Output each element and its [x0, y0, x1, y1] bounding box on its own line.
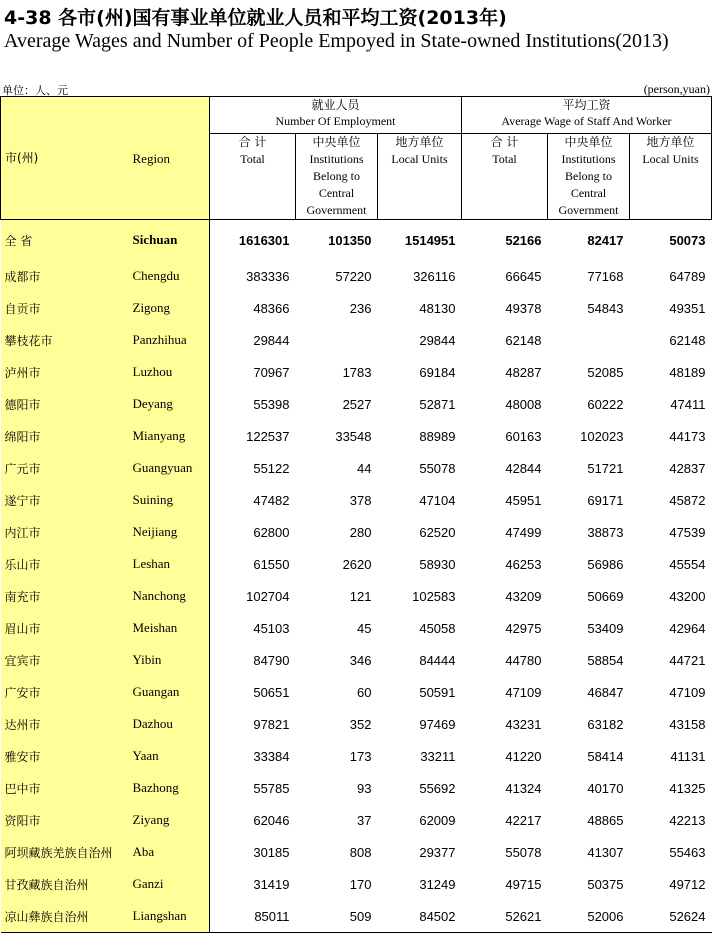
header-emp-local-en: Local Units [391, 152, 448, 166]
cell-region-en: Ziyang [133, 804, 210, 836]
header-emp-local-cn: 地方单位 [395, 135, 444, 149]
cell-value: 326116 [413, 268, 456, 284]
cell-value: 1616301 [238, 232, 290, 248]
cell-region-en: Dazhou [133, 708, 210, 740]
table-row [1, 292, 712, 324]
table-row [1, 772, 712, 804]
header-wage-central [548, 134, 630, 220]
cell-value: 97821 [253, 716, 290, 732]
cell-value: 346 [349, 652, 372, 668]
table-row [1, 484, 712, 516]
cell-value: 808 [349, 844, 372, 860]
cell-value: 45554 [669, 556, 706, 572]
cell-value: 45 [357, 620, 372, 636]
header-wage-central-en: Institutions Belong to Central Government [558, 152, 619, 217]
cell-value: 84444 [419, 652, 456, 668]
cell-value: 383336 [246, 268, 290, 284]
cell-value: 47104 [419, 492, 456, 508]
cell-value: 55463 [669, 844, 706, 860]
cell-region-en: Luzhou [133, 356, 210, 388]
cell-value: 61550 [253, 556, 290, 572]
cell-region-en: Zigong [133, 292, 210, 324]
cell-value: 45951 [505, 492, 542, 508]
cell-value: 43158 [669, 716, 706, 732]
cell-value: 49378 [505, 300, 542, 316]
cell-value: 60 [357, 684, 372, 700]
cell-value: 47411 [670, 396, 706, 412]
cell-value: 33548 [335, 428, 372, 444]
cell-value: 50073 [669, 232, 706, 248]
table-header [1, 97, 712, 220]
header-wage-cn: 平均工资 [562, 98, 611, 112]
cell-city-cn: 绵阳市 [1, 420, 133, 452]
cell-region-en: Guangan [133, 676, 210, 708]
table-row [1, 900, 712, 933]
cell-region-en: Yaan [133, 740, 210, 772]
cell-region-en: Aba [133, 836, 210, 868]
cell-region-en: Neijiang [133, 516, 210, 548]
cell-value: 42837 [669, 460, 706, 476]
cell-city-cn: 乐山市 [1, 548, 133, 580]
cell-value: 41307 [587, 844, 624, 860]
cell-city-cn: 凉山彝族自治州 [1, 900, 133, 933]
cell-value: 102023 [580, 428, 624, 444]
cell-value: 43231 [505, 716, 542, 732]
cell-value: 50375 [587, 876, 624, 892]
cell-region-en: Guangyuan [133, 452, 210, 484]
cell-value: 63182 [587, 716, 624, 732]
cell-value: 64789 [669, 268, 706, 284]
cell-value: 378 [349, 492, 372, 508]
cell-city-cn: 甘孜藏族自治州 [1, 868, 133, 900]
cell-value: 53409 [587, 620, 624, 636]
cell-value: 48008 [505, 396, 542, 412]
cell-city-cn: 广元市 [1, 452, 133, 484]
cell-value: 55785 [253, 780, 290, 796]
cell-value: 40170 [587, 780, 624, 796]
cell-region-en: Leshan [133, 548, 210, 580]
cell-city-cn: 宜宾市 [1, 644, 133, 676]
cell-value: 52621 [462, 900, 548, 933]
table-body [1, 220, 712, 933]
cell-value: 42217 [505, 812, 542, 828]
cell-value: 55122 [253, 460, 290, 476]
header-wage-local-en: Local Units [642, 152, 699, 166]
cell-value: 30185 [253, 844, 290, 860]
cell-value: 48130 [419, 300, 456, 316]
cell-value: 41220 [505, 748, 542, 764]
page-title-en: Average Wages and Number of People Empoyed in State-owned Institutions(2013) [4, 30, 669, 52]
cell-value: 173 [349, 748, 372, 764]
cell-region-en: Meishan [133, 612, 210, 644]
cell-value: 2527 [342, 396, 372, 412]
table-row [1, 260, 712, 292]
cell-city-cn: 全 省 [1, 220, 133, 261]
cell-value: 49351 [669, 300, 706, 316]
cell-value: 66645 [505, 268, 542, 284]
table-row [1, 580, 712, 612]
cell-value: 44721 [669, 652, 706, 668]
cell-value: 58414 [587, 748, 624, 764]
cell-value: 57220 [335, 268, 372, 284]
table-row [1, 804, 712, 836]
header-emp-total-en: Total [240, 152, 265, 166]
cell-value: 31419 [253, 876, 290, 892]
cell-region-en: Chengdu [133, 260, 210, 292]
header-employment-cn: 就业人员 [311, 98, 360, 112]
cell-value: 44 [357, 460, 372, 476]
cell-region-en: Yibin [133, 644, 210, 676]
header-wage-en: Average Wage of Staff And Worker [501, 114, 672, 128]
cell-value [296, 324, 378, 356]
header-emp-central-cn: 中央单位 [312, 135, 361, 149]
cell-value: 45103 [253, 620, 290, 636]
table-row [1, 548, 712, 580]
cell-value [548, 324, 630, 356]
cell-value: 2620 [342, 556, 372, 572]
header-employment-en: Number Of Employment [275, 114, 396, 128]
cell-value: 60222 [587, 396, 624, 412]
cell-value: 60163 [505, 428, 542, 444]
cell-value: 41325 [669, 780, 706, 796]
cell-city-cn: 成都市 [1, 260, 133, 292]
cell-city-cn: 自贡市 [1, 292, 133, 324]
cell-value: 70967 [253, 364, 290, 380]
table-row [1, 324, 712, 356]
table-row [1, 676, 712, 708]
cell-value: 82417 [587, 232, 624, 248]
cell-value: 97469 [419, 716, 456, 732]
header-emp-central [296, 134, 378, 220]
table-row [1, 612, 712, 644]
cell-value: 33384 [253, 748, 290, 764]
cell-value: 47482 [253, 492, 290, 508]
cell-value: 52166 [505, 232, 542, 248]
cell-city-cn: 阿坝藏族羌族自治州 [1, 836, 133, 868]
cell-value: 52871 [419, 396, 456, 412]
cell-value: 62148 [669, 332, 706, 348]
header-wage-total-en: Total [492, 152, 517, 166]
cell-value: 55078 [505, 844, 542, 860]
cell-city-cn: 遂宁市 [1, 484, 133, 516]
table-row [1, 452, 712, 484]
cell-value: 62009 [419, 812, 456, 828]
cell-value: 49715 [505, 876, 542, 892]
cell-value: 84502 [378, 900, 462, 933]
cell-region-en: Panzhihua [133, 324, 210, 356]
cell-value: 29844 [253, 332, 290, 348]
cell-value: 62520 [419, 524, 456, 540]
table-row [1, 868, 712, 900]
cell-value: 85011 [210, 900, 296, 933]
cell-value: 48865 [587, 812, 624, 828]
cell-region-en: Ganzi [133, 868, 210, 900]
cell-value: 45872 [669, 492, 706, 508]
cell-value: 121 [349, 588, 372, 604]
cell-value: 509 [296, 900, 378, 933]
cell-city-cn: 泸州市 [1, 356, 133, 388]
cell-value: 50651 [253, 684, 290, 700]
table-row [1, 356, 712, 388]
header-emp-total-cn: 合 计 [238, 135, 267, 149]
cell-value: 52624 [630, 900, 712, 933]
cell-value: 47109 [505, 684, 542, 700]
cell-value: 41324 [505, 780, 542, 796]
table-row [1, 708, 712, 740]
cell-value: 170 [349, 876, 372, 892]
cell-value: 49712 [669, 876, 706, 892]
header-emp-local [378, 134, 462, 220]
cell-city-cn: 内江市 [1, 516, 133, 548]
cell-value: 42964 [669, 620, 706, 636]
table-row [1, 836, 712, 868]
cell-value: 52006 [548, 900, 630, 933]
cell-city-cn: 德阳市 [1, 388, 133, 420]
cell-value: 42975 [505, 620, 542, 636]
header-emp-central-en: Institutions Belong to Central Government [306, 152, 367, 217]
header-wage-group [462, 97, 712, 134]
cell-value: 88989 [419, 428, 456, 444]
cell-value: 41131 [670, 748, 706, 764]
cell-value: 1783 [342, 364, 372, 380]
cell-value: 48287 [505, 364, 542, 380]
cell-value: 56986 [587, 556, 624, 572]
cell-city-cn: 南充市 [1, 580, 133, 612]
cell-value: 44173 [669, 428, 706, 444]
unit-label-en: (person,yuan) [643, 82, 710, 96]
cell-value: 352 [349, 716, 372, 732]
cell-value: 42844 [505, 460, 542, 476]
cell-value: 101350 [328, 232, 372, 248]
cell-value: 42213 [669, 812, 706, 828]
cell-region-en: Mianyang [133, 420, 210, 452]
cell-value: 236 [349, 300, 372, 316]
cell-value: 62046 [253, 812, 290, 828]
cell-value: 102583 [412, 588, 456, 604]
header-wage-local [630, 134, 712, 220]
cell-value: 38873 [587, 524, 624, 540]
cell-value: 37 [357, 812, 372, 828]
header-employment-group [210, 97, 462, 134]
cell-value: 62800 [253, 524, 290, 540]
header-wage-total-cn: 合 计 [490, 135, 519, 149]
table-row-total [1, 220, 712, 261]
cell-city-cn: 资阳市 [1, 804, 133, 836]
cell-value: 50669 [587, 588, 624, 604]
cell-value: 47499 [505, 524, 542, 540]
cell-value: 46253 [505, 556, 542, 572]
cell-value: 44780 [505, 652, 542, 668]
cell-value: 58930 [419, 556, 456, 572]
table-row [1, 420, 712, 452]
cell-value: 55398 [253, 396, 290, 412]
header-wage-total [462, 134, 548, 220]
header-wage-local-cn: 地方单位 [646, 135, 695, 149]
page-title-cn: 4-38 各市(州)国有事业单位就业人员和平均工资(2013年) [4, 7, 507, 29]
cell-region-en: Nanchong [133, 580, 210, 612]
cell-value: 122537 [246, 428, 290, 444]
cell-value: 55692 [419, 780, 456, 796]
cell-value: 47109 [669, 684, 706, 700]
cell-value: 47539 [669, 524, 706, 540]
header-region: Region [133, 97, 210, 220]
cell-value: 46847 [587, 684, 624, 700]
cell-region-en: Sichuan [133, 220, 210, 261]
cell-value: 69184 [419, 364, 456, 380]
data-table [0, 96, 712, 933]
cell-value: 84790 [253, 652, 290, 668]
cell-value: 31249 [419, 876, 456, 892]
cell-region-en: Bazhong [133, 772, 210, 804]
cell-city-cn: 雅安市 [1, 740, 133, 772]
cell-value: 102704 [246, 588, 290, 604]
cell-value: 29844 [419, 332, 456, 348]
cell-city-cn: 达州市 [1, 708, 133, 740]
cell-value: 77168 [587, 268, 624, 284]
cell-value: 55078 [419, 460, 456, 476]
cell-value: 69171 [587, 492, 624, 508]
cell-value: 54843 [587, 300, 624, 316]
table-row [1, 740, 712, 772]
unit-label-cn: 单位：人、元 [2, 84, 68, 97]
cell-city-cn: 攀枝花市 [1, 324, 133, 356]
cell-value: 48189 [669, 364, 706, 380]
table-row [1, 388, 712, 420]
table-row [1, 644, 712, 676]
cell-city-cn: 巴中市 [1, 772, 133, 804]
cell-value: 48366 [253, 300, 290, 316]
cell-region-en: Deyang [133, 388, 210, 420]
cell-value: 58854 [587, 652, 624, 668]
cell-value: 29377 [419, 844, 456, 860]
header-city: 市(州) [1, 97, 133, 220]
cell-value: 280 [349, 524, 372, 540]
cell-value: 43200 [669, 588, 706, 604]
cell-city-cn: 眉山市 [1, 612, 133, 644]
header-wage-central-cn: 中央单位 [564, 135, 613, 149]
cell-region-en: Liangshan [133, 900, 210, 933]
cell-value: 43209 [505, 588, 542, 604]
header-emp-total [210, 134, 296, 220]
cell-city-cn: 广安市 [1, 676, 133, 708]
cell-value: 93 [357, 780, 372, 796]
cell-value: 62148 [505, 332, 542, 348]
cell-value: 45058 [419, 620, 456, 636]
cell-value: 51721 [587, 460, 624, 476]
table-row [1, 516, 712, 548]
cell-region-en: Suining [133, 484, 210, 516]
cell-value: 33211 [420, 748, 456, 764]
cell-value: 50591 [419, 684, 456, 700]
cell-value: 52085 [587, 364, 624, 380]
cell-value: 1514951 [404, 232, 456, 248]
